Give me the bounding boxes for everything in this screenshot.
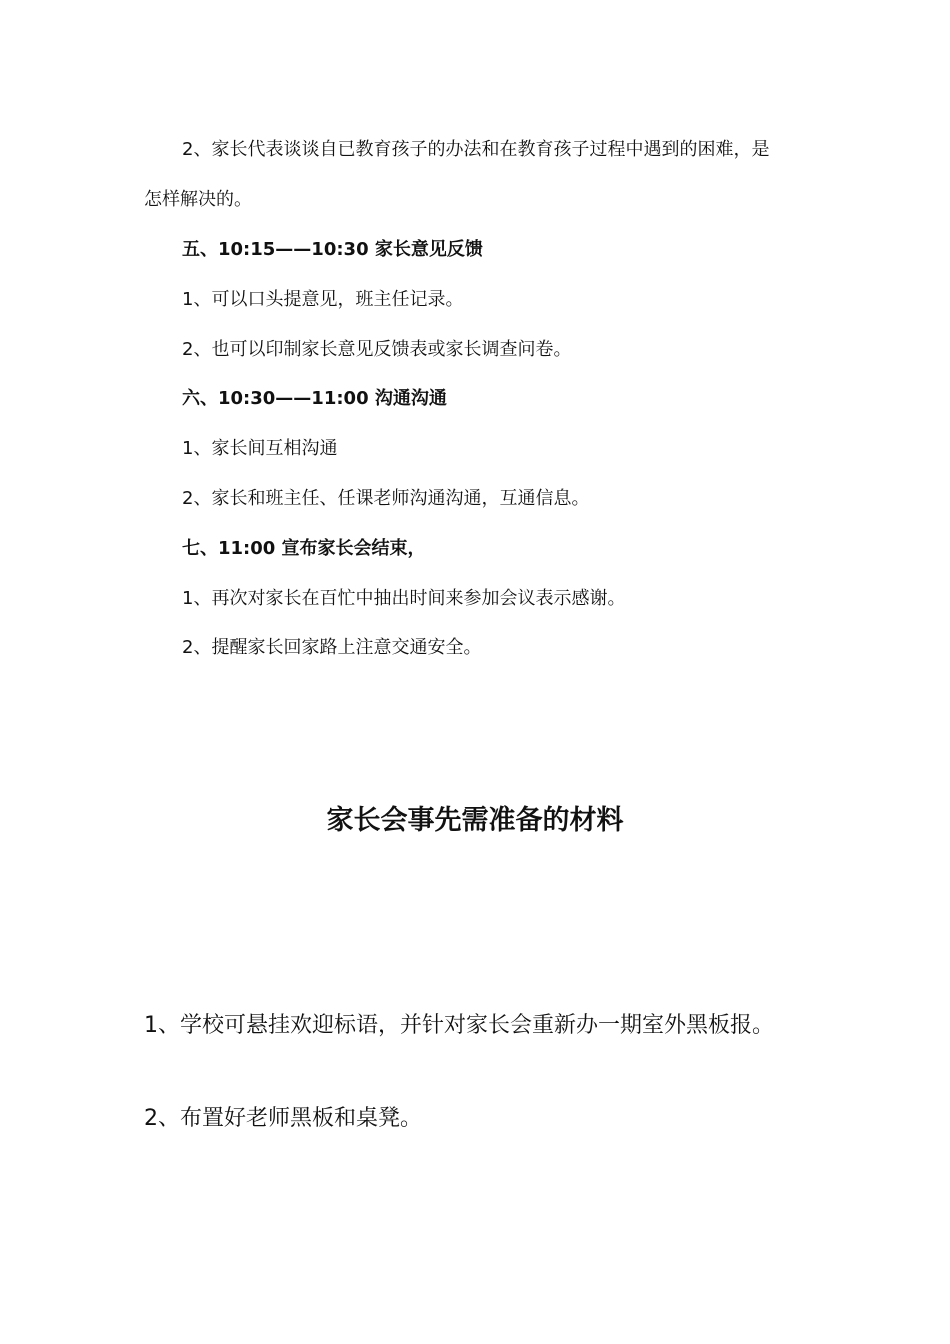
section6-item-1: 1、家长间互相沟通 [182,438,338,459]
section6-heading: 六、10:30——11:00 沟通沟通 [182,388,447,409]
section4-item2-line2: 怎样解决的。 [144,189,252,210]
materials-item-1: 1、学校可悬挂欢迎标语，并针对家长会重新办一期室外黑板报。 [144,1013,774,1038]
section6-item-2: 2、家长和班主任、任课老师沟通沟通，互通信息。 [182,488,590,509]
section4-item2-line1: 2、家长代表谈谈自已教育孩子的办法和在教育孩子过程中遇到的困难，是 [182,139,770,160]
section7-heading: 七、11:00 宣布家长会结束， [182,538,426,559]
section7-item-2: 2、提醒家长回家路上注意交通安全。 [182,637,482,658]
materials-item-2: 2、布置好老师黑板和桌凳。 [144,1106,422,1131]
materials-title: 家长会事先需准备的材料 [326,805,624,836]
section5-heading: 五、10:15——10:30 家长意见反馈 [182,239,483,260]
section7-item-1: 1、再次对家长在百忙中抽出时间来参加会议表示感谢。 [182,588,626,609]
section5-item-1: 1、可以口头提意见，班主任记录。 [182,289,464,310]
section5-item-2: 2、也可以印制家长意见反馈表或家长调查问卷。 [182,339,572,360]
